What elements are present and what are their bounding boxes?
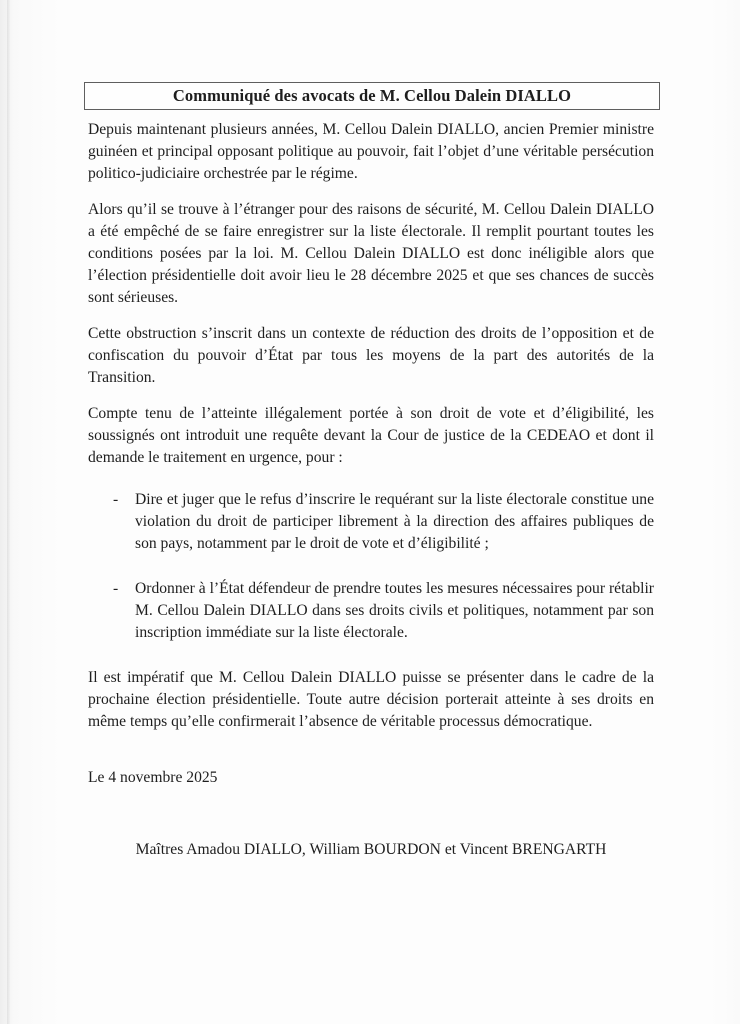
paragraph-closing: Il est impératif que M. Cellou Dalein DIALLO puisse se présenter dans le cadre de la prochaine élection présidentielle. Toute autre décision porterait atteinte à ses droits en même temps qu’elle confirmerait l’absence de véritable processus démocratique. <box>88 669 654 730</box>
list-item-text: Ordonner à l’État défendeur de prendre toutes les mesures nécessaires pour rétablir M. Cellou Dalein DIALLO dans ses droits civils et politiques, notamment par son inscription immédiate sur la liste électorale. <box>135 580 654 641</box>
paragraph-intro: Depuis maintenant plusieurs années, M. Cellou Dalein DIALLO, ancien Premier ministre guinéen et principal opposant politique au pouvoir, fait l’objet d’une véritable persécution politico-judiciaire orchestrée par le régime. <box>88 121 654 182</box>
list-item <box>88 489 654 555</box>
date-line: Le 4 novembre 2025 <box>88 769 218 786</box>
list-item <box>88 578 654 644</box>
document-title-box <box>84 82 660 110</box>
bullet-dash-marker: - <box>113 580 119 597</box>
bullet-dash-marker: - <box>113 491 119 508</box>
document-page <box>88 82 654 861</box>
signature-line: Maîtres Amadou DIALLO, William BOURDON et Vincent BRENGARTH <box>135 841 607 858</box>
document-title: Communiqué des avocats de M. Cellou Dalein DIALLO <box>172 86 572 105</box>
paragraph-registration: Alors qu’il se trouve à l’étranger pour des raisons de sécurité, M. Cellou Dalein DIALLO a été empêché de se faire enregistrer sur la liste électorale. Il remplit pourtant toutes les conditions posées par la loi. M. Cellou Dalein DIALLO est donc inéligible alors que l’élection présidentielle doit avoir lieu le 28 décembre 2025 et que ses chances de succès sont sérieuses. <box>88 201 654 306</box>
paragraph-obstruction: Cette obstruction s’inscrit dans un contexte de réduction des droits de l’opposition et de confiscation du pouvoir d’État par tous les moyens de la part des autorités de la Transition. <box>88 325 654 386</box>
page-edge-shadow <box>7 0 10 1024</box>
list-item-text: Dire et juger que le refus d’inscrire le requérant sur la liste électorale constitue une violation du droit de participer librement à la direction des affaires publiques de son pays, notamment par le droit de vote et d’éligibilité ; <box>135 491 654 552</box>
request-list <box>88 489 654 644</box>
paragraph-request: Compte tenu de l’atteinte illégalement portée à son droit de vote et d’éligibilité, les soussignés ont introduit une requête devant la Cour de justice de la CEDEAO et dont il demande le traitement en urgence, pour : <box>88 405 654 466</box>
